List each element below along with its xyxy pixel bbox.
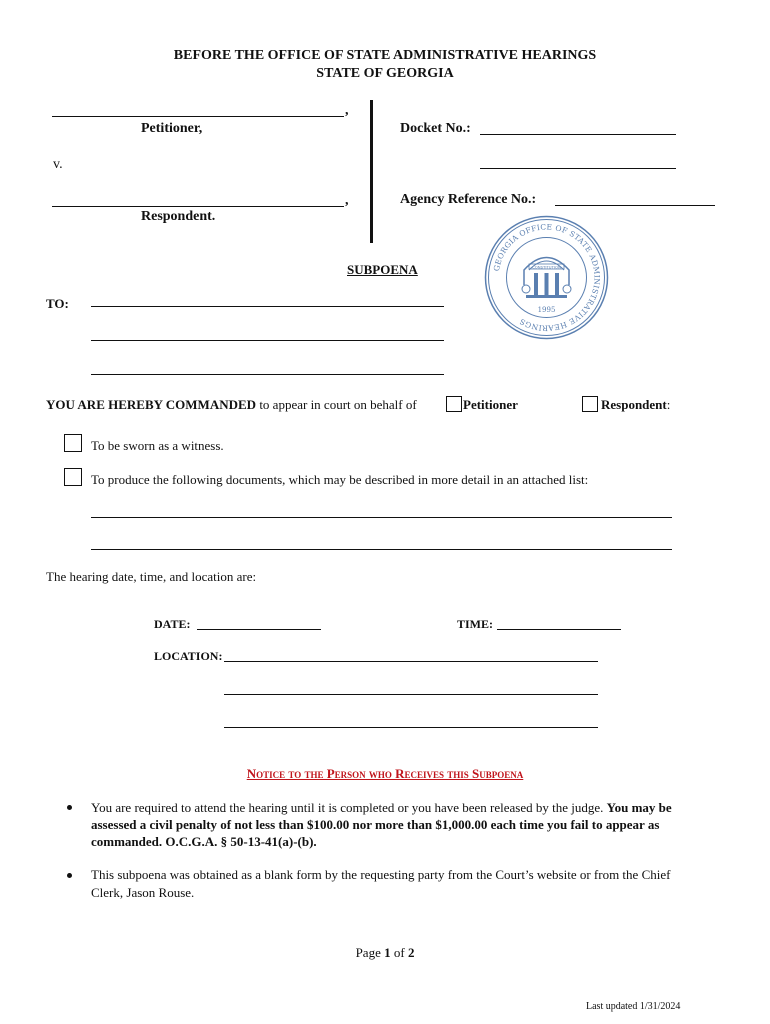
respondent-label: Respondent. <box>141 209 216 224</box>
command-text <box>46 397 417 413</box>
time-line[interactable] <box>497 629 621 630</box>
notice-title: Notice to the Person who Receives this Subpoena <box>246 766 524 781</box>
notice-bullet-1-bold: You may be assessed a civil penalty of not less than $100.00 nor more than $1,000.00 each time you fail to appear as commanded. O.C.G.A. § 50-13-41(a)-(b). <box>91 800 672 849</box>
produce-documents-label: To produce the following documents, which may be described in more detail in an attached list: <box>91 472 589 487</box>
page-number <box>0 945 770 961</box>
date-label: DATE: <box>154 617 191 631</box>
svg-text:GEORGIA OFFICE OF STATE ADMINI: GEORGIA OFFICE OF STATE ADMINISTRATIVE HEARINGS <box>491 222 602 333</box>
recipient-line-3[interactable] <box>91 374 444 375</box>
docket-line-1[interactable] <box>480 134 676 135</box>
respondent-checkbox[interactable] <box>582 396 598 412</box>
page-total: 2 <box>407 945 415 960</box>
notice-bullet-1-plain: You are required to attend the hearing until it is completed or you have been released by the judge. <box>91 800 604 815</box>
sworn-witness-label: To be sworn as a witness. <box>91 438 224 453</box>
page-prefix: Page <box>355 945 385 960</box>
svg-text:1995: 1995 <box>537 306 556 314</box>
notice-bullet-2: This subpoena was obtained as a blank form by the requesting party from the Court’s website or from the Chief Clerk, Jason Rouse. <box>91 867 671 900</box>
date-line[interactable] <box>197 629 321 630</box>
recipient-line-1[interactable] <box>91 306 444 307</box>
time-label: TIME: <box>457 617 493 631</box>
respondent-comma: , <box>345 193 349 208</box>
sworn-witness-checkbox[interactable] <box>64 434 82 452</box>
command-bold: YOU ARE HEREBY COMMANDED <box>46 397 257 412</box>
documents-line-2[interactable] <box>91 549 672 550</box>
petitioner-checkbox[interactable] <box>446 396 462 412</box>
docket-label: Docket No.: <box>400 121 471 136</box>
recipient-line-2[interactable] <box>91 340 444 341</box>
location-line-3[interactable] <box>224 727 598 728</box>
osah-seal-logo <box>484 215 609 340</box>
respondent-name-line[interactable] <box>52 206 344 207</box>
respondent-option-label: Respondent <box>601 397 667 412</box>
petitioner-name-line[interactable] <box>52 116 344 117</box>
to-label: TO: <box>46 296 69 311</box>
petitioner-option-label: Petitioner <box>463 397 518 412</box>
subpoena-title: SUBPOENA <box>347 262 418 277</box>
location-label: LOCATION: <box>154 649 223 663</box>
notice-bullet-1 <box>91 799 691 850</box>
svg-text:CONSTITUTION: CONSTITUTION <box>532 264 561 270</box>
docket-line-2[interactable] <box>480 168 676 169</box>
page-of: of <box>390 945 408 960</box>
bullet-1 <box>67 805 72 810</box>
caption-divider <box>370 100 373 243</box>
last-updated: Last updated 1/31/2024 <box>586 1001 681 1012</box>
petitioner-label: Petitioner, <box>141 121 203 136</box>
court-name: BEFORE THE OFFICE OF STATE ADMINISTRATIVE HEARINGS <box>173 48 597 63</box>
produce-documents-checkbox[interactable] <box>64 468 82 486</box>
agency-ref-line[interactable] <box>555 205 715 206</box>
hearing-intro: The hearing date, time, and location are: <box>46 569 257 584</box>
documents-line-1[interactable] <box>91 517 672 518</box>
command-rest: to appear in court on behalf of <box>256 397 417 412</box>
state-name: STATE OF GEORGIA <box>316 66 454 81</box>
location-line-2[interactable] <box>224 694 598 695</box>
page-current: 1 <box>384 945 391 960</box>
respondent-colon: : <box>666 397 671 412</box>
location-line-1[interactable] <box>224 661 598 662</box>
petitioner-comma: , <box>345 103 349 118</box>
agency-ref-label: Agency Reference No.: <box>400 192 537 207</box>
versus-label: v. <box>53 157 63 172</box>
bullet-2 <box>67 873 72 878</box>
respondent-option <box>601 397 670 413</box>
